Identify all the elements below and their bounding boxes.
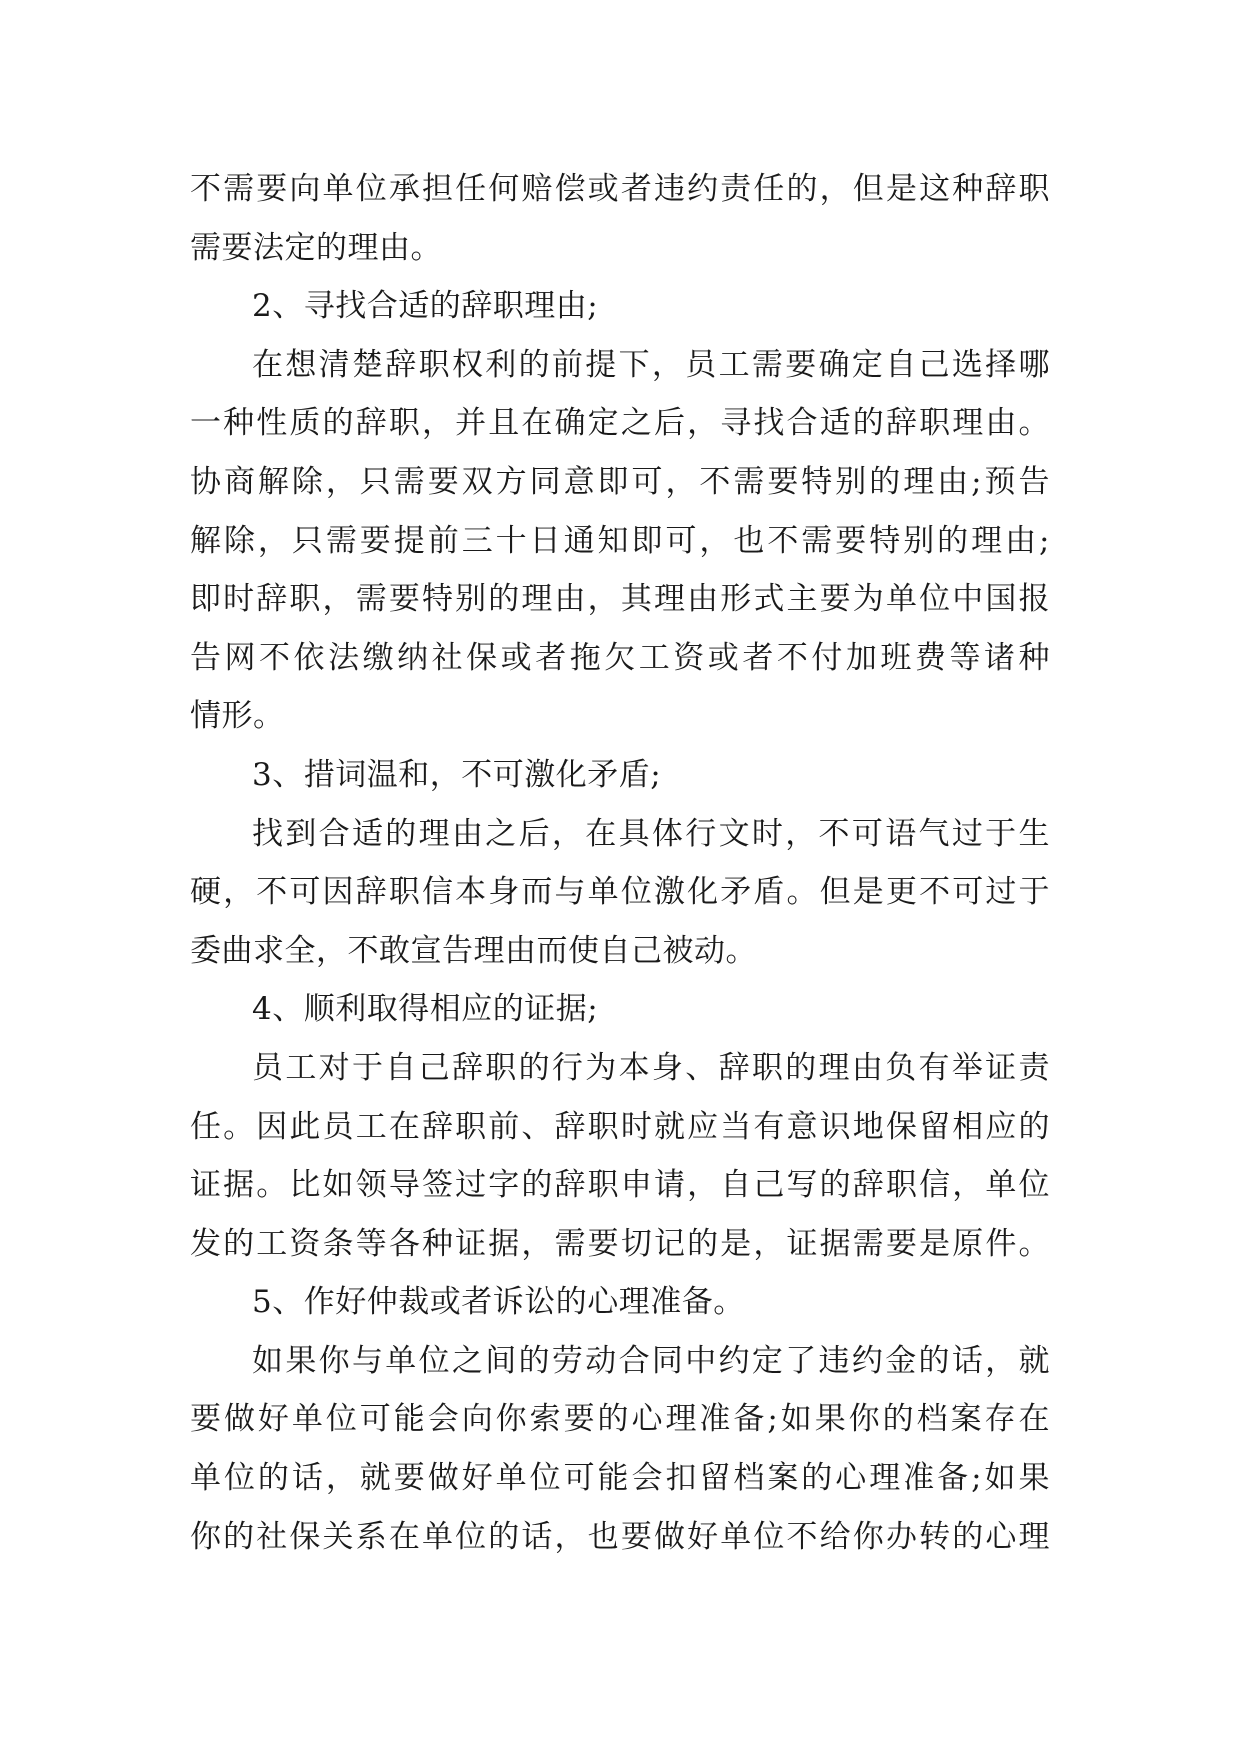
text-line: 解除，只需要提前三十日通知即可，也不需要特别的理由;: [190, 522, 1050, 559]
text-line: 要做好单位可能会向你索要的心理准备;如果你的档案存在: [190, 1401, 1050, 1438]
text-line: 任。因此员工在辞职前、辞职时就应当有意识地保留相应的: [190, 1108, 1050, 1145]
section-heading: 3、措词温和，不可激化矛盾;: [252, 756, 662, 793]
text-line: 证据。比如领导签过字的辞职申请，自己写的辞职信，单位: [190, 1167, 1050, 1204]
text-line: 不需要向单位承担任何赔偿或者违约责任的，但是这种辞职: [190, 171, 1050, 207]
section-heading: 2、寻找合适的辞职理由;: [252, 288, 599, 325]
text-line: 需要法定的理由。: [190, 229, 442, 266]
text-line: 你的社保关系在单位的话，也要做好单位不给你办转的心理: [190, 1518, 1050, 1555]
text-line: 单位的话，就要做好单位可能会扣留档案的心理准备;如果: [190, 1460, 1050, 1497]
text-line: 告网不依法缴纳社保或者拖欠工资或者不付加班费等诸种: [190, 639, 1050, 676]
text-line: 找到合适的理由之后，在具体行文时，不可语气过于生: [252, 815, 1050, 852]
section-heading: 5、作好仲裁或者诉讼的心理准备。: [252, 1284, 745, 1321]
text-line: 协商解除，只需要双方同意即可，不需要特别的理由;预告: [190, 463, 1050, 500]
text-line: 员工对于自己辞职的行为本身、辞职的理由负有举证责: [252, 1049, 1050, 1086]
text-line: 硬，不可因辞职信本身而与单位激化矛盾。但是更不可过于: [190, 874, 1050, 911]
text-line: 发的工资条等各种证据，需要切记的是，证据需要是原件。: [190, 1225, 1050, 1262]
section-heading: 4、顺利取得相应的证据;: [252, 991, 599, 1028]
text-line: 一种性质的辞职，并且在确定之后，寻找合适的辞职理由。: [190, 405, 1050, 442]
text-line: 在想清楚辞职权利的前提下，员工需要确定自己选择哪: [252, 346, 1050, 383]
text-line: 即时辞职，需要特别的理由，其理由形式主要为单位中国报: [190, 581, 1050, 618]
text-line: 情形。: [190, 698, 285, 735]
document-page: [190, 160, 1050, 1566]
text-line: 如果你与单位之间的劳动合同中约定了违约金的话，就: [252, 1342, 1050, 1379]
text-line: 委曲求全，不敢宣告理由而使自己被动。: [190, 932, 757, 969]
